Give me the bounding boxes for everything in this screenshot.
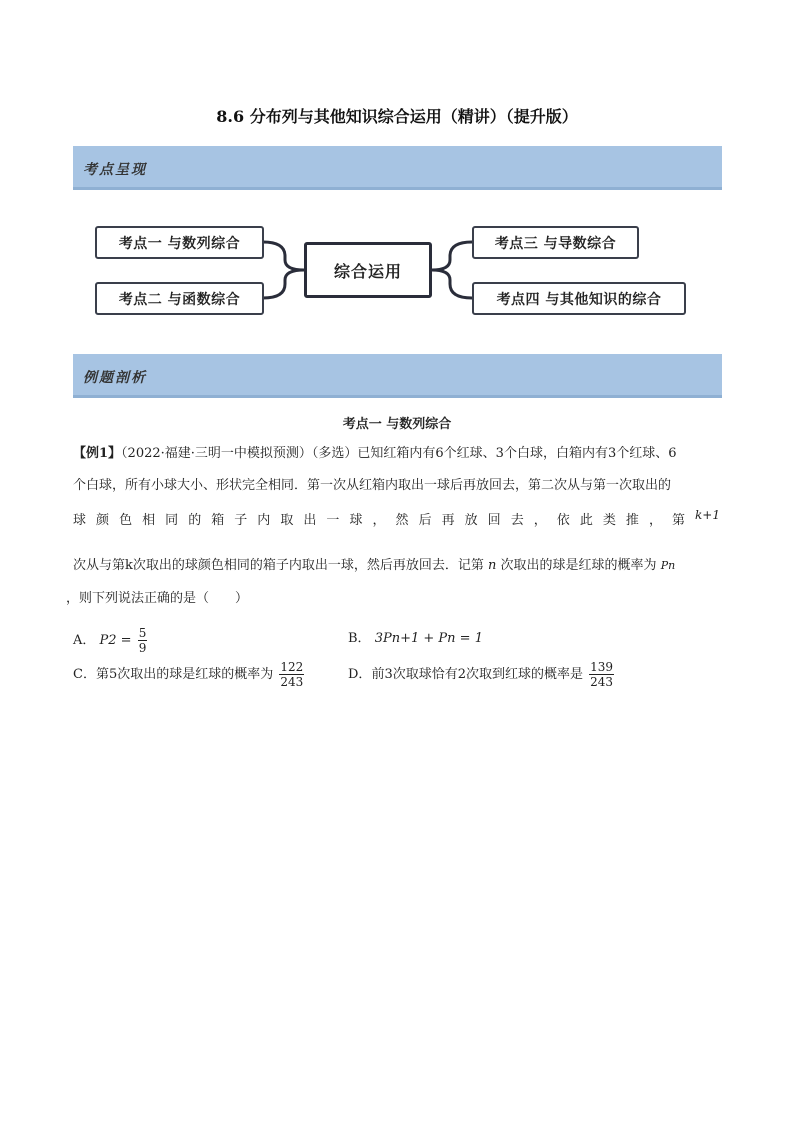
section-title: 考点一 与数列综合 — [342, 417, 452, 432]
example-line-4 — [73, 558, 773, 574]
connector-right-bottom — [432, 270, 472, 298]
example-text-4b: 次取出的球是红球的概率为 — [500, 558, 657, 573]
section-banner-liti — [73, 354, 722, 398]
fraction-numerator: 139 — [590, 660, 614, 674]
connector-left-top — [263, 242, 304, 270]
option-a-lhs: P2 = — [99, 633, 132, 648]
example-text-1: （2022·福建·三明一中模拟预测）（多选）已知红箱内有6个红球、3个白球，白箱内有3个红球、6 — [121, 446, 677, 461]
option-b — [348, 627, 483, 646]
example-line-5: ，则下列说法正确的是（ ） — [66, 591, 249, 606]
option-c-fraction — [279, 660, 304, 689]
mindmap-node-kaodian4: 考点四 与其他知识的综合 — [472, 282, 686, 315]
option-a — [73, 626, 147, 655]
example-text-4a: 次从与第k次取出的球颜色相同的箱子内取出一球，然后再放回去．记第 — [73, 558, 484, 573]
fraction-denominator: 243 — [280, 675, 304, 689]
connector-right-top — [432, 242, 472, 270]
math-k-plus-1 — [695, 508, 720, 522]
example-line-2: 个白球，所有小球大小、形状完全相同．第一次从红箱内取出一球后再放回去，第二次从与第一次取出的 — [73, 478, 672, 493]
connector-left-bottom — [263, 270, 304, 298]
math-pn: Pn — [660, 559, 676, 572]
banner-label: 考点呈现 — [83, 162, 147, 178]
fraction-numerator: 122 — [280, 660, 304, 674]
fraction-denominator: 243 — [590, 675, 614, 689]
fraction-numerator: 5 — [138, 626, 147, 640]
option-b-expr: 3Pn+1 + Pn = 1 — [374, 631, 483, 646]
option-a-fraction — [138, 626, 148, 655]
mindmap-node-kaodian1: 考点一 与数列综合 — [95, 226, 264, 259]
option-b-label: B． — [348, 631, 371, 646]
option-c — [73, 660, 304, 689]
fraction-denominator: 9 — [138, 641, 147, 655]
banner-label: 例题剖析 — [83, 370, 147, 386]
mindmap-node-kaodian3: 考点三 与导数综合 — [472, 226, 639, 259]
option-c-label: C． — [73, 667, 96, 682]
example-text-3: 球颜色相同的箱子内取出一球，然后再放回去，依此类推，第 — [73, 513, 685, 528]
option-d-label: D． — [348, 667, 372, 682]
option-a-label: A． — [73, 633, 96, 648]
option-d-text: 前3次取球恰有2次取到红球的概率是 — [371, 667, 583, 682]
mindmap-node-kaodian2: 考点二 与函数综合 — [95, 282, 264, 315]
option-d-fraction — [589, 660, 614, 689]
math-expr: k+1 — [695, 508, 720, 522]
mindmap-center-node: 综合运用 — [304, 242, 432, 298]
math-n: n — [488, 558, 497, 573]
example-line-1 — [73, 446, 723, 462]
page-title: 8.6 分布列与其他知识综合运用（精讲）（提升版） — [216, 107, 578, 126]
option-d — [348, 660, 614, 689]
example-label: 【例1】 — [73, 446, 122, 461]
option-c-text: 第5次取出的球是红球的概率为 — [95, 667, 274, 682]
example-line-3 — [73, 513, 693, 529]
